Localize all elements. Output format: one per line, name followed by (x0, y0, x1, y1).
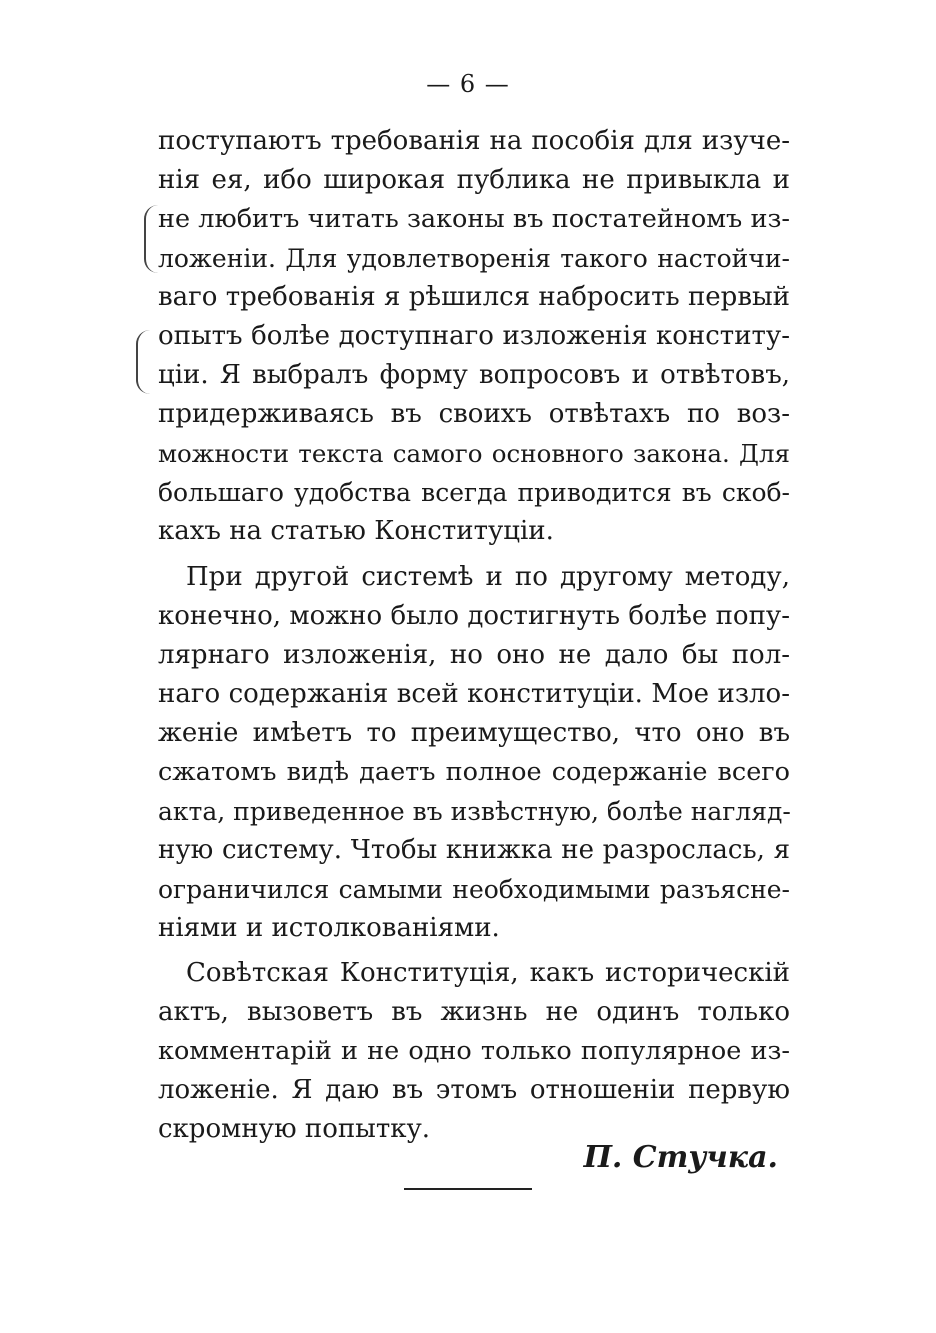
text-line: акта, приведенное въ извѣстную, болѣе нагляд- (158, 797, 791, 826)
paragraph-3 (158, 954, 790, 1149)
text-line: сжатомъ видѣ даетъ полное содержаніе всего (158, 757, 790, 787)
text-line: поступаютъ требованія на пособія для изуче- (158, 126, 790, 156)
text-line: женіе имѣетъ то преимущество, что оно въ (158, 718, 790, 748)
text-line: придерживаясь въ своихъ отвѣтахъ по воз- (158, 399, 790, 429)
text-line: При другой системѣ и по другому методу, (186, 562, 790, 592)
text-line: нія ея, ибо широкая публика не привыкла и (158, 165, 790, 195)
text-line: ограничился самыми необходимыми разъясне- (158, 875, 790, 904)
text-line: актъ, вызоветъ въ жизнь не одинъ только (158, 997, 790, 1027)
text-line: скромную попытку. (158, 1114, 431, 1144)
text-line: ціи. Я выбралъ форму вопросовъ и отвѣтовъ, (158, 360, 790, 390)
text-line: наго содержанія всей конституціи. Мое изло- (158, 679, 790, 709)
text-line: ложеніе. Я даю въ этомъ отношеніи первую (158, 1075, 790, 1105)
author-signature: П. Стучка. (583, 1140, 778, 1175)
text-line: ную систему. Чтобы книжка не разрослась, я (158, 835, 790, 865)
text-line: конечно, можно было достигнуть болѣе попу- (158, 601, 790, 631)
closing-rule (404, 1188, 532, 1190)
page-number: — 6 — (426, 70, 510, 98)
text-line: Совѣтская Конституція, какъ историческій (186, 958, 790, 988)
paragraph-1 (158, 122, 790, 551)
text-line: большаго удобства всегда приводится въ скоб- (158, 478, 790, 507)
text-line: опытъ болѣе доступнаго изложенія конститу- (158, 321, 790, 351)
margin-bracket-mark (136, 330, 152, 394)
text-line: ніями и истолкованіями. (158, 913, 500, 943)
paragraph-2 (158, 558, 790, 948)
text-line: не любитъ читать законы въ постатейномъ из- (158, 204, 790, 234)
text-line: комментарій и не одно только популярное из- (158, 1036, 790, 1066)
text-line: можности текста самого основного закона. Для (158, 439, 790, 468)
text-line: ложеніи. Для удовлетворенія такого настойчи- (158, 244, 790, 273)
text-line: лярнаго изложенія, но оно не дало бы пол- (158, 640, 790, 670)
text-line: кахъ на статью Конституціи. (158, 516, 554, 546)
text-line: ваго требованія я рѣшился набросить первый (158, 282, 790, 312)
